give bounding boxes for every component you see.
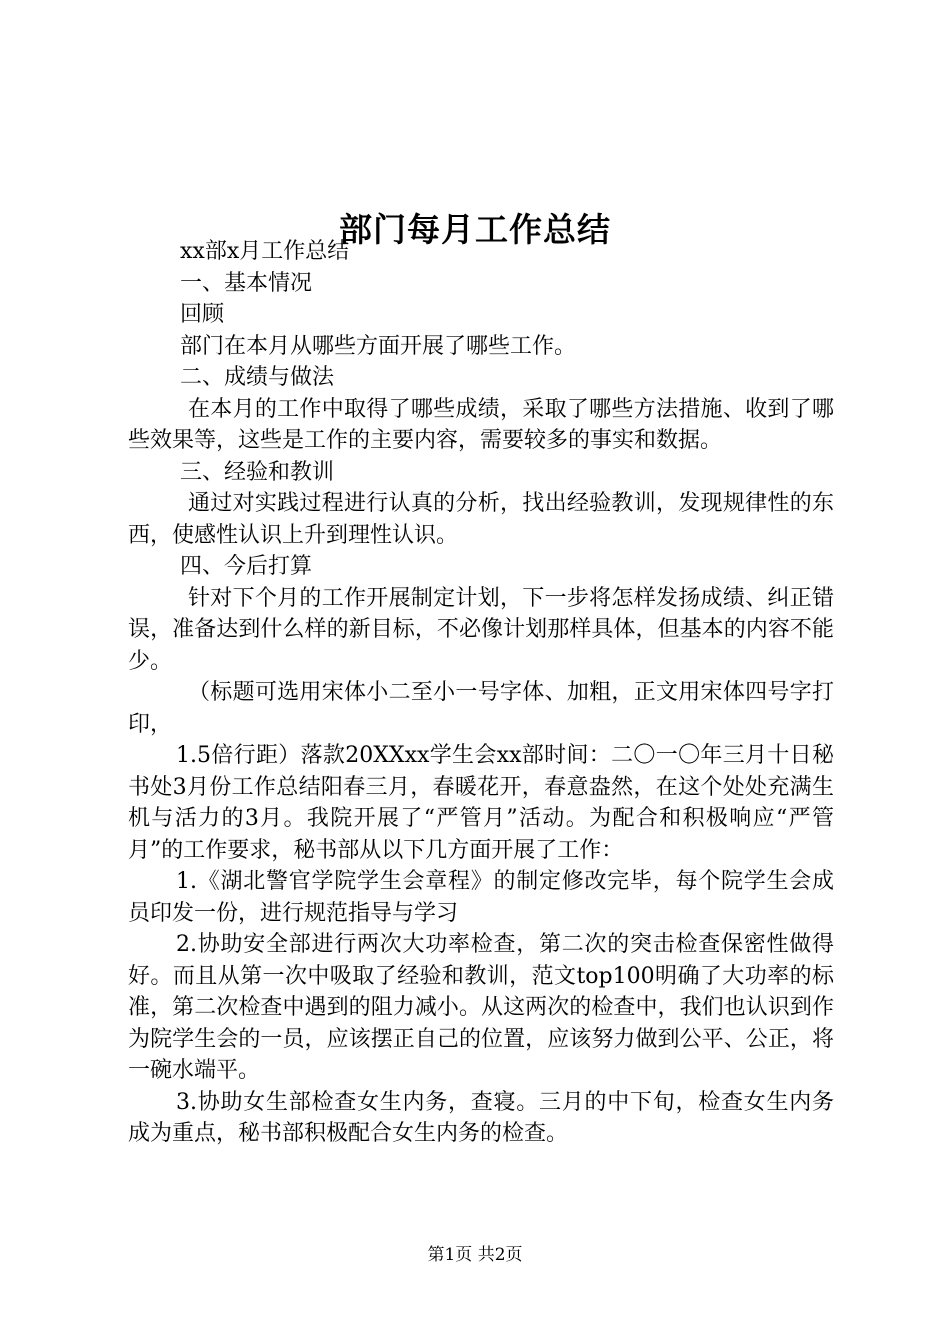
list-item: 2.协助安全部进行两次大功率检查，第二次的突击检查保密性做得好。而且从第一次中吸取了经验和教训，范文top100明确了大功率的标准，第二次检查中遇到的阻力减小。从这两次的检查中，我们也认识到作为院学生会的一员，应该摆正自己的位置，应该努力做到公平、公正，将一碗水端平。 <box>128 932 834 1083</box>
list-item: 3.协助女生部检查女生内务，查寝。三月的中下旬，检查女生内务成为重点，秘书部积极配合女生内务的检查。 <box>128 1089 834 1146</box>
section-heading-results: 二、成绩与做法 <box>180 365 335 390</box>
paragraph: 部门在本月从哪些方面开展了哪些工作。 <box>180 333 577 359</box>
document-body <box>128 236 834 1150</box>
paragraph: 1.5倍行距）落款20XXxx学生会xx部时间：二〇一〇年三月十日秘书处3月份工作总结阳春三月，春暖花开，春意盎然，在这个处处充满生机与活力的3月。我院开展了“严管月”活动。为配合和积极响应“严管月”的工作要求，秘书部从以下几方面开展了工作： <box>128 743 834 863</box>
section-heading-lessons: 三、经验和教训 <box>180 459 335 485</box>
document-title: 部门每月工作总结 <box>339 210 611 250</box>
list-item: 1.《湖北警官学院学生会章程》的制定修改完毕，每个院学生会成员印发一份，进行规范指导与学习 <box>128 869 834 926</box>
page-footer: 第1页 共2页 <box>427 1245 523 1265</box>
paragraph: 回顾 <box>180 302 225 327</box>
paragraph-heading: xx部x月工作总结 <box>180 239 350 264</box>
section-heading-plans: 四、今后打算 <box>180 554 313 579</box>
paragraph-note: （标题可选用宋体小二至小一号字体、加粗，正文用宋体四号字打印， <box>128 680 834 737</box>
paragraph: 通过对实践过程进行认真的分析，找出经验教训，发现规律性的东西，使感性认识上升到理性认识。 <box>128 491 834 548</box>
paragraph: 针对下个月的工作开展制定计划，下一步将怎样发扬成绩、纠正错误，准备达到什么样的新目标，不必像计划那样具体，但基本的内容不能少。 <box>128 585 834 674</box>
section-heading-basic: 一、基本情况 <box>180 270 313 296</box>
paragraph: 在本月的工作中取得了哪些成绩，采取了哪些方法措施、收到了哪些效果等，这些是工作的主要内容，需要较多的事实和数据。 <box>128 396 834 453</box>
